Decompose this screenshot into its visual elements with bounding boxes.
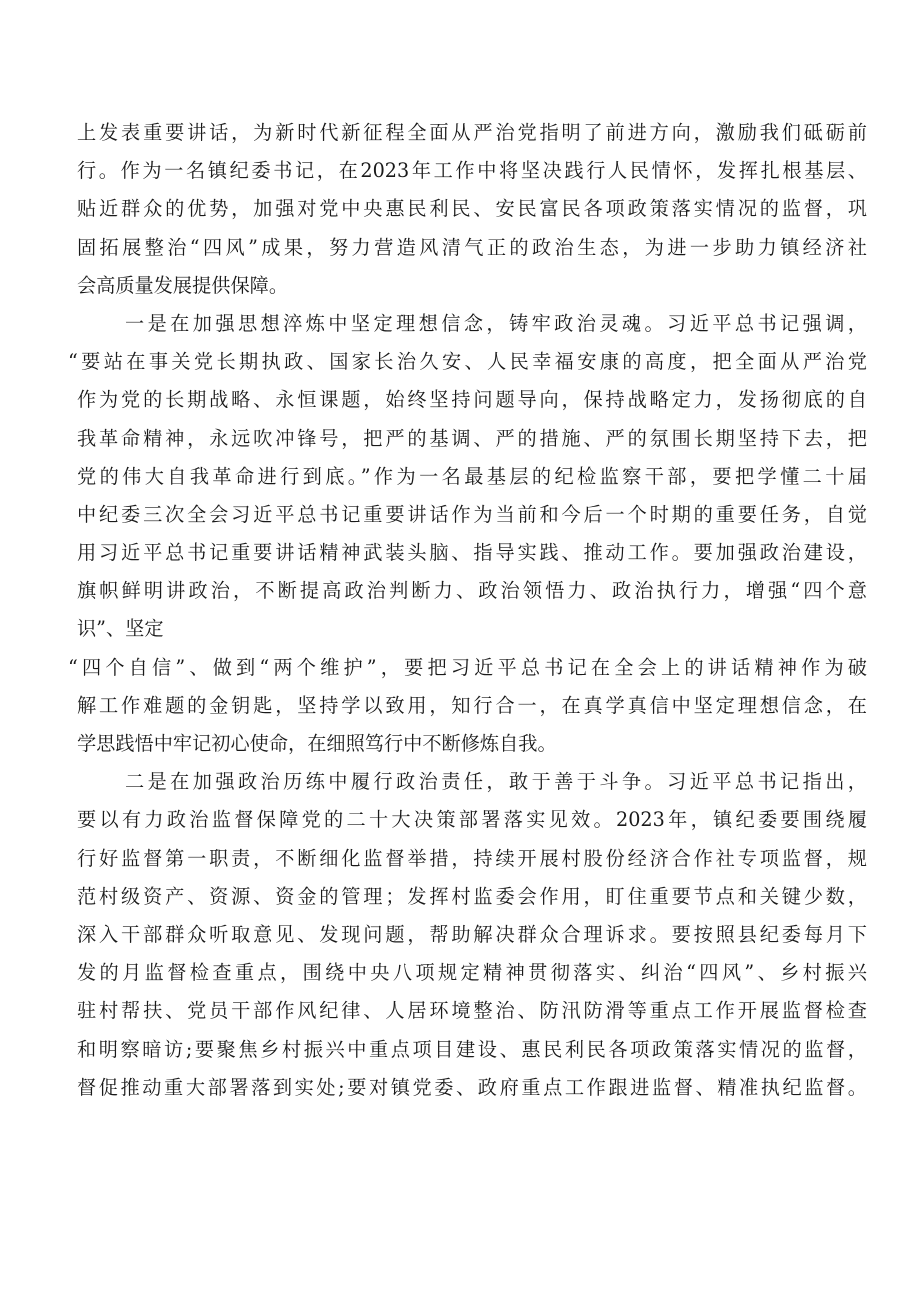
text-line: 和明察暗访;要聚焦乡村振兴中重点项目建设、惠民利民各项政策落实情况的监督， bbox=[77, 1037, 867, 1061]
text-line: 督促推动重大部署落到实处;要对镇党委、政府重点工作跟进监督、精准执纪监督。 bbox=[77, 1075, 867, 1099]
text-line: 学思践悟中牢记初心使命，在细照笃行中不断修炼自我。 bbox=[77, 732, 557, 755]
text-line: “四个自信”、做到“两个维护”，要把习近平总书记在全会上的讲话精神作为破 bbox=[68, 655, 867, 679]
text-line: 旗帜鲜明讲政治，不断提高政治判断力、政治领悟力、政治执行力，增强“四个意 bbox=[77, 579, 867, 603]
paragraph-point-one-cont bbox=[68, 649, 867, 764]
text-line: 固拓展整治“四风”成果，努力营造风清气正的政治生态，为进一步助力镇经济社 bbox=[77, 235, 867, 259]
text-line: 中纪委三次全会习近平总书记重要讲话作为当前和今后一个时期的重要任务，自觉 bbox=[77, 502, 867, 526]
text-line: 党的伟大自我革命进行到底。”作为一名最基层的纪检监察干部，要把学懂二十届 bbox=[77, 464, 867, 488]
paragraph-point-two bbox=[77, 763, 867, 1107]
text-line: 识”、坚定 bbox=[77, 617, 164, 641]
text-line: 解工作难题的金钥匙，坚持学以致用，知行合一，在真学真信中坚定理想信念，在 bbox=[77, 693, 867, 717]
text-line: 作为党的长期战略、永恒课题，始终坚持问题导向，保持战略定力，发扬彻底的自 bbox=[77, 388, 867, 412]
text-line: 上发表重要讲话，为新时代新征程全面从严治党指明了前进方向，激励我们砥砺前 bbox=[77, 121, 867, 144]
text-line: 深入干部群众听取意见、发现问题，帮助解决群众合理诉求。要按照县纪委每月下 bbox=[77, 922, 867, 946]
text-line: 驻村帮扶、党员干部作风纪律、人居环境整治、防汛防滑等重点工作开展监督检查 bbox=[77, 999, 867, 1023]
text-line: 发的月监督检查重点，围绕中央八项规定精神贯彻落实、纠治“四风”、乡村振兴 bbox=[77, 961, 867, 985]
text-line: 我革命精神，永远吹冲锋号，把严的基调、严的措施、严的氛围长期坚持下去，把 bbox=[77, 426, 867, 450]
text-line: “要站在事关党长期执政、国家长治久安、人民幸福安康的高度，把全面从严治党 bbox=[68, 350, 867, 374]
text-line: 贴近群众的优势，加强对党中央惠民利民、安民富民各项政策落实情况的监督，巩 bbox=[77, 197, 867, 221]
text-line: 行好监督第一职责，不断细化监督举措，持续开展村股份经济合作社专项监督，规 bbox=[77, 846, 867, 870]
document-body bbox=[68, 114, 867, 1107]
text-line: 行。作为一名镇纪委书记，在2023年工作中将坚决践行人民情怀，发挥扎根基层、 bbox=[77, 159, 867, 183]
text-line: 会高质量发展提供保障。 bbox=[77, 273, 289, 297]
text-line: 一是在加强思想淬炼中坚定理想信念，铸牢政治灵魂。习近平总书记强调， bbox=[125, 311, 867, 335]
paragraph-intro bbox=[77, 114, 867, 305]
text-line: 要以有力政治监督保障党的二十大决策部署落实见效。2023年，镇纪委要围绕履 bbox=[77, 808, 867, 832]
text-line: 范村级资产、资源、资金的管理；发挥村监委会作用，盯住重要节点和关键少数， bbox=[77, 884, 867, 908]
paragraph-point-one bbox=[68, 305, 867, 649]
text-line: 用习近平总书记重要讲话精神武装头脑、指导实践、推动工作。要加强政治建设， bbox=[77, 541, 867, 565]
text-line: 二是在加强政治历练中履行政治责任，敢于善于斗争。习近平总书记指出， bbox=[125, 770, 867, 794]
